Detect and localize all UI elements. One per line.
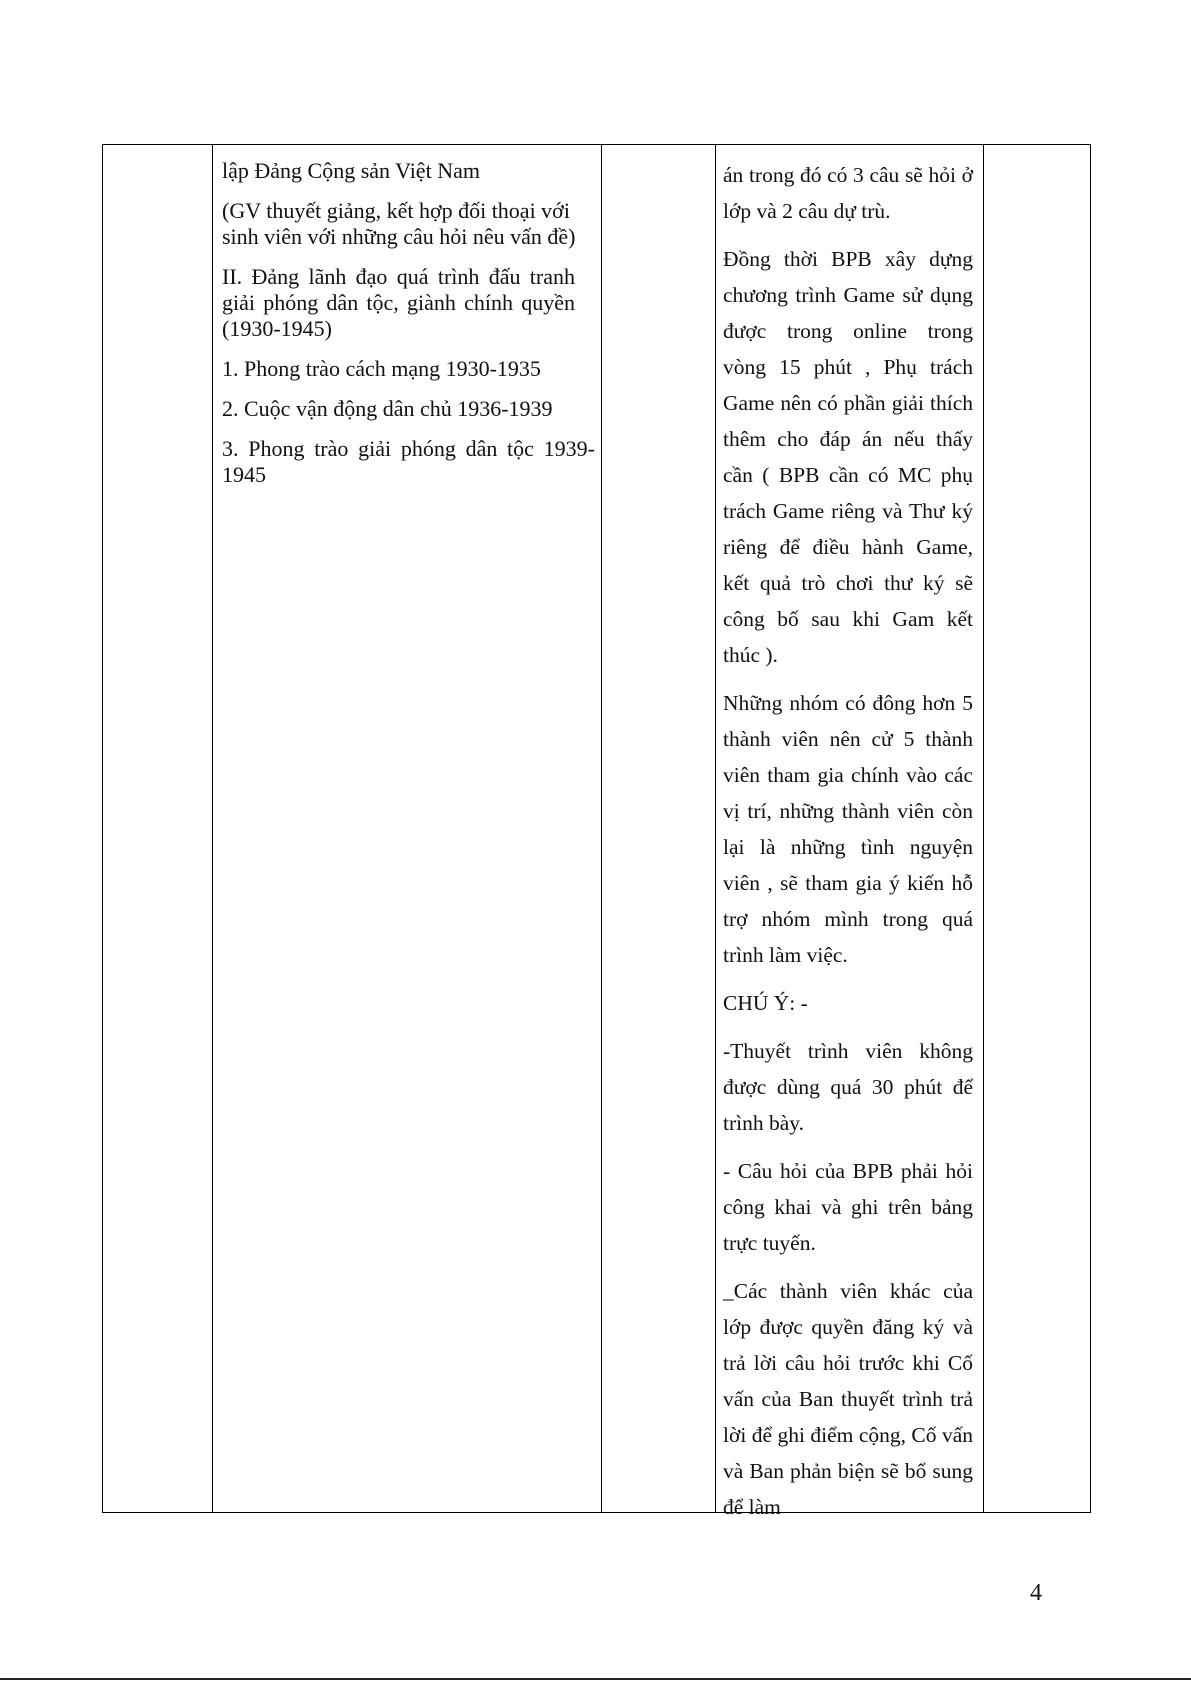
table-column-divider	[212, 145, 213, 1512]
lesson-plan-table	[102, 144, 1091, 1519]
notes-cell	[723, 145, 973, 1537]
content-line: lập Đảng Cộng sản Việt Nam	[222, 158, 480, 183]
list-item: 3. Phong trào giải phóng dân tộc 1939-1945	[222, 436, 595, 487]
table-column-divider	[715, 145, 716, 1512]
table-column-divider	[983, 145, 984, 1512]
notes-paragraph: Những nhóm có đông hơn 5 thành viên nên cử 5 thành viên tham gia chính vào các vị trí, những thành viên còn lại là những tình nguyện viên , sẽ tham gia ý kiến hỗ trợ nhóm mình trong quá trình làm việc.	[723, 691, 973, 967]
notes-paragraph: CHÚ Ý: -	[723, 991, 808, 1015]
list-item: 1. Phong trào cách mạng 1930-1935	[222, 356, 541, 381]
notes-paragraph: án trong đó có 3 câu sẽ hỏi ở lớp và 2 câu dự trù.	[723, 163, 973, 223]
notes-paragraph: -Thuyết trình viên không được dùng quá 30 phút để trình bày.	[723, 1039, 973, 1135]
footer-divider	[0, 1678, 1191, 1680]
section-heading: II. Đảng lãnh đạo quá trình đấu tranh giải phóng dân tộc, giành chính quyền (1930-1945)	[222, 264, 575, 341]
page-number: 4	[1030, 1580, 1042, 1606]
teaching-note: (GV thuyết giảng, kết hợp đối thoại với sinh viên với những câu hỏi nêu vấn đề)	[222, 198, 576, 249]
list-item: 2. Cuộc vận động dân chủ 1936-1939	[222, 396, 553, 421]
table-column-divider	[601, 145, 602, 1512]
content-cell	[222, 145, 595, 502]
notes-paragraph: _Các thành viên khác của lớp được quyền đăng ký và trả lời câu hỏi trước khi Cố vấn của Ban thuyết trình trả lời để ghi điểm cộng, Cố vấn và Ban phản biện sẽ bổ sung để làm	[723, 1279, 973, 1519]
notes-paragraph: Đồng thời BPB xây dựng chương trình Game sử dụng được trong online trong vòng 15 phút , Phụ trách Game nên có phần giải thích thêm cho đáp án nếu thấy cần ( BPB cần có MC phụ trách Game riêng và Thư ký riêng để điều hành Game, kết quả trò chơi thư ký sẽ công bố sau khi Gam kết thúc ).	[723, 247, 973, 667]
notes-paragraph: - Câu hỏi của BPB phải hỏi công khai và ghi trên bảng trực tuyến.	[723, 1159, 973, 1255]
